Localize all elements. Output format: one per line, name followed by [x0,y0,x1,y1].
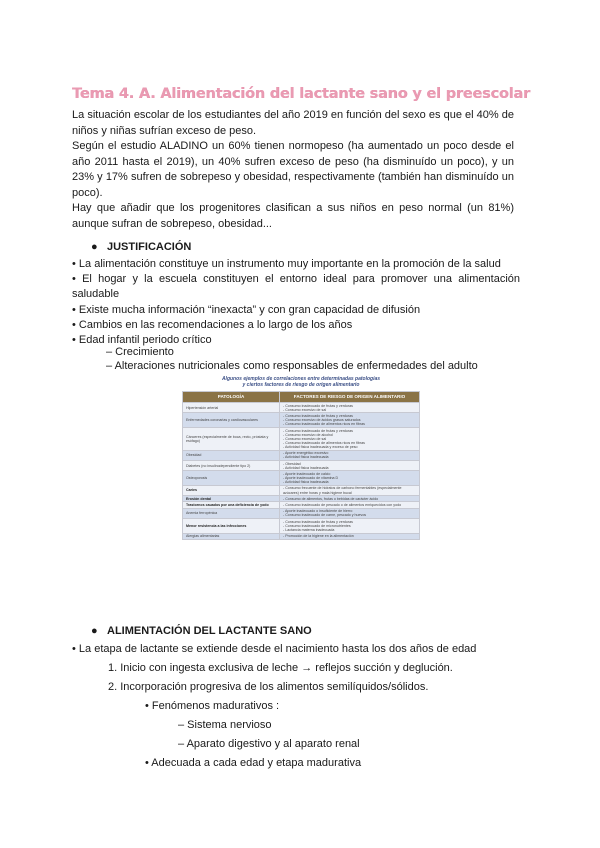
factor-line: - Actividad física inadecuada y exceso de peso [283,444,358,449]
table-cell-patologia: Osteoporosis [183,471,280,485]
table-cell-factores [280,460,420,470]
list-item: • La alimentación constituye un instrumento muy importante en la promoción de la salud [72,258,501,270]
table-cell-patologia: Alergias alimentarias [183,533,280,539]
table-body [183,403,420,540]
table-cell-factores [280,508,420,518]
factor-line: - Consumo inadecuado de alimentos ricos en fibras [283,440,365,445]
numbered-item: 2. Incorporación progresiva de los alimentos semilíquidos/sólidos. [108,681,429,693]
table-cell-factores [280,519,420,533]
table-cell-patologia: Menor resistencia a las infecciones [183,519,280,533]
table-cell-factores [280,485,420,495]
list-item: • Cambios en las recomendaciones a lo largo de los años [72,318,353,331]
table-cell-patologia: Erosión dental [183,496,280,502]
table-cell-patologia: Hipertensión arterial [183,403,280,413]
numbered-item: 1. Inicio con ingesta exclusiva de leche → reflejos succión y deglución. [108,662,453,674]
sublist-item: – Sistema nervioso [178,719,272,731]
factor-line: - Consumo excesivo de sal [283,407,327,412]
table-row [183,403,420,413]
pathology-table-figure [182,376,420,540]
factor-line: - Consumo de alimentos, frutas o bebidas de carácter ácido [283,496,379,501]
factor-line: - Consumo inadecuado de micronutrientes [283,523,351,528]
intro-paragraph: Hay que añadir que los progenitores clasifican a sus niños en peso normal (un 81%) aunque sufran de sobrepeso, obesidad... [72,202,514,230]
table-row [183,485,420,495]
table-cell-factores [280,403,420,413]
table-header-patologia: PATOLOGÍA [183,392,280,403]
table-row [183,533,420,539]
table-cell-factores [280,427,420,450]
table-cell-patologia: Diabetes (no insulinodependiente tipo 2) [183,460,280,470]
factor-line: - Consumo inadecuado de frutas y verduras [283,414,353,419]
factor-line: - Actividad física inadecuada [283,455,329,460]
table-row [183,413,420,427]
factor-line: - Consumo inadecuado de frutas y verduras [283,403,353,408]
intro-text [72,108,514,232]
table-caption: Algunos ejemplos de correlaciones entre determinadas patologías y ciertos factores de riesgo de origen alimentario [221,376,381,388]
bullet-icon: ● [91,241,98,253]
factor-line: - Promoción de la higiene en la alimentación [283,534,354,539]
sublist-item: – Crecimiento [106,346,174,358]
table-cell-patologia: Enfermedades coronarias y cardiovasculares [183,413,280,427]
factor-line: - Consumo excesivo de alcohol [283,432,333,437]
list-item: • Adecuada a cada edad y etapa madurativa [145,757,362,769]
table-header-factores: FACTORES DE RIESGO DE ORIGEN ALIMENTARIO [280,392,420,403]
factor-line: - Actividad física inadecuada [283,480,329,485]
list-item: • Fenómenos madurativos : [145,700,280,712]
table-row [183,460,420,470]
section-heading-lactante [91,625,312,637]
section-heading-justificacion [91,241,191,253]
table-cell-patologia: Caries [183,485,280,495]
factor-line: - Consumo inadecuado de frutas y verduras [283,519,353,524]
factor-line: - Consumo inadecuado de alimentos ricos en fibras [283,422,365,427]
list-item: • Existe mucha información “inexacta” y con gran capacidad de difusión [72,303,421,316]
factor-line: - Aporte energético excesivo [283,451,329,456]
sublist-item: – Alteraciones nutricionales como responsables de enfermedades del adulto [106,360,478,372]
factor-line: - Consumo excesivo de sal [283,436,327,441]
justificacion-list [72,257,520,348]
factor-line: - Consumo inadecuado de frutas y verduras [283,428,353,433]
list-item: • Edad infantil periodo crítico [72,334,212,347]
sublist-item: – Aparato digestivo y al aparato renal [178,738,360,750]
intro-paragraph: Según el estudio ALADINO un 60% tienen normopeso (ha aumentado un poco desde el año 2011 hasta el 2019), un 40% sufren exceso de peso (ha disminuído un poco), y un 23% y 17% sufren de sobrepeso y obesidad, respectivamente (también han disminuído un poco). [72,140,514,199]
factor-line: - Aporte inadecuado o insuficiente de hierro [283,509,353,514]
list-item: • El hogar y la escuela constituyen el entorno ideal para promover una alimentación saludable [72,273,520,301]
factor-line: - Consumo inadecuado de carne, pescado y huevos [283,513,367,518]
factor-line: - Lactancia materna inadecuada [283,527,335,532]
factor-line: - Obesidad [283,461,301,466]
table-row [183,450,420,460]
table-cell-patologia: Anemia ferropénica [183,508,280,518]
factor-line: - Consumo inadecuado de pescado o de alimentos enriquecidos con yodo [283,503,402,508]
section-heading-label: ALIMENTACIÓN DEL LACTANTE SANO [107,625,312,637]
table-cell-factores [280,450,420,460]
pathology-table [182,391,420,540]
page-title: Tema 4. A. Alimentación del lactante sano y el preescolar [72,86,530,102]
factor-line: - Aporte inadecuado de calcio [283,471,331,476]
table-row [183,427,420,450]
table-cell-factores [280,471,420,485]
table-cell-factores [280,413,420,427]
factor-line: - Consumo excesivo de ácidos grasos saturados [283,418,361,423]
table-row [183,519,420,533]
intro-paragraph: La situación escolar de los estudiantes del año 2019 en función del sexo es que el 40% de niños y niñas sufrían exceso de peso. [72,109,514,137]
table-cell-patologia: Trastornos cauados por una deficiencia de yodo [183,502,280,508]
factor-line: - Aporte inadecuado de vitamina D [283,476,339,481]
list-item: • La etapa de lactante se extiende desde el nacimiento hasta los dos años de edad [72,643,477,655]
factor-line: - Actividad física inadecuada [283,465,329,470]
section-heading-label: JUSTIFICACIÓN [107,241,192,253]
factor-line: - Consumo frecuente de hidratos de carbono fermentables (especialmente azúcares) entre horas y mala higiene bucal [283,486,402,495]
table-row [183,471,420,485]
bullet-icon: ● [91,625,98,637]
table-cell-patologia: Obesidad [183,450,280,460]
table-cell-factores [280,533,420,539]
table-cell-patologia: Cánceres (especialmente de boca, recto, próstata y esófago) [183,427,280,450]
table-row [183,508,420,518]
